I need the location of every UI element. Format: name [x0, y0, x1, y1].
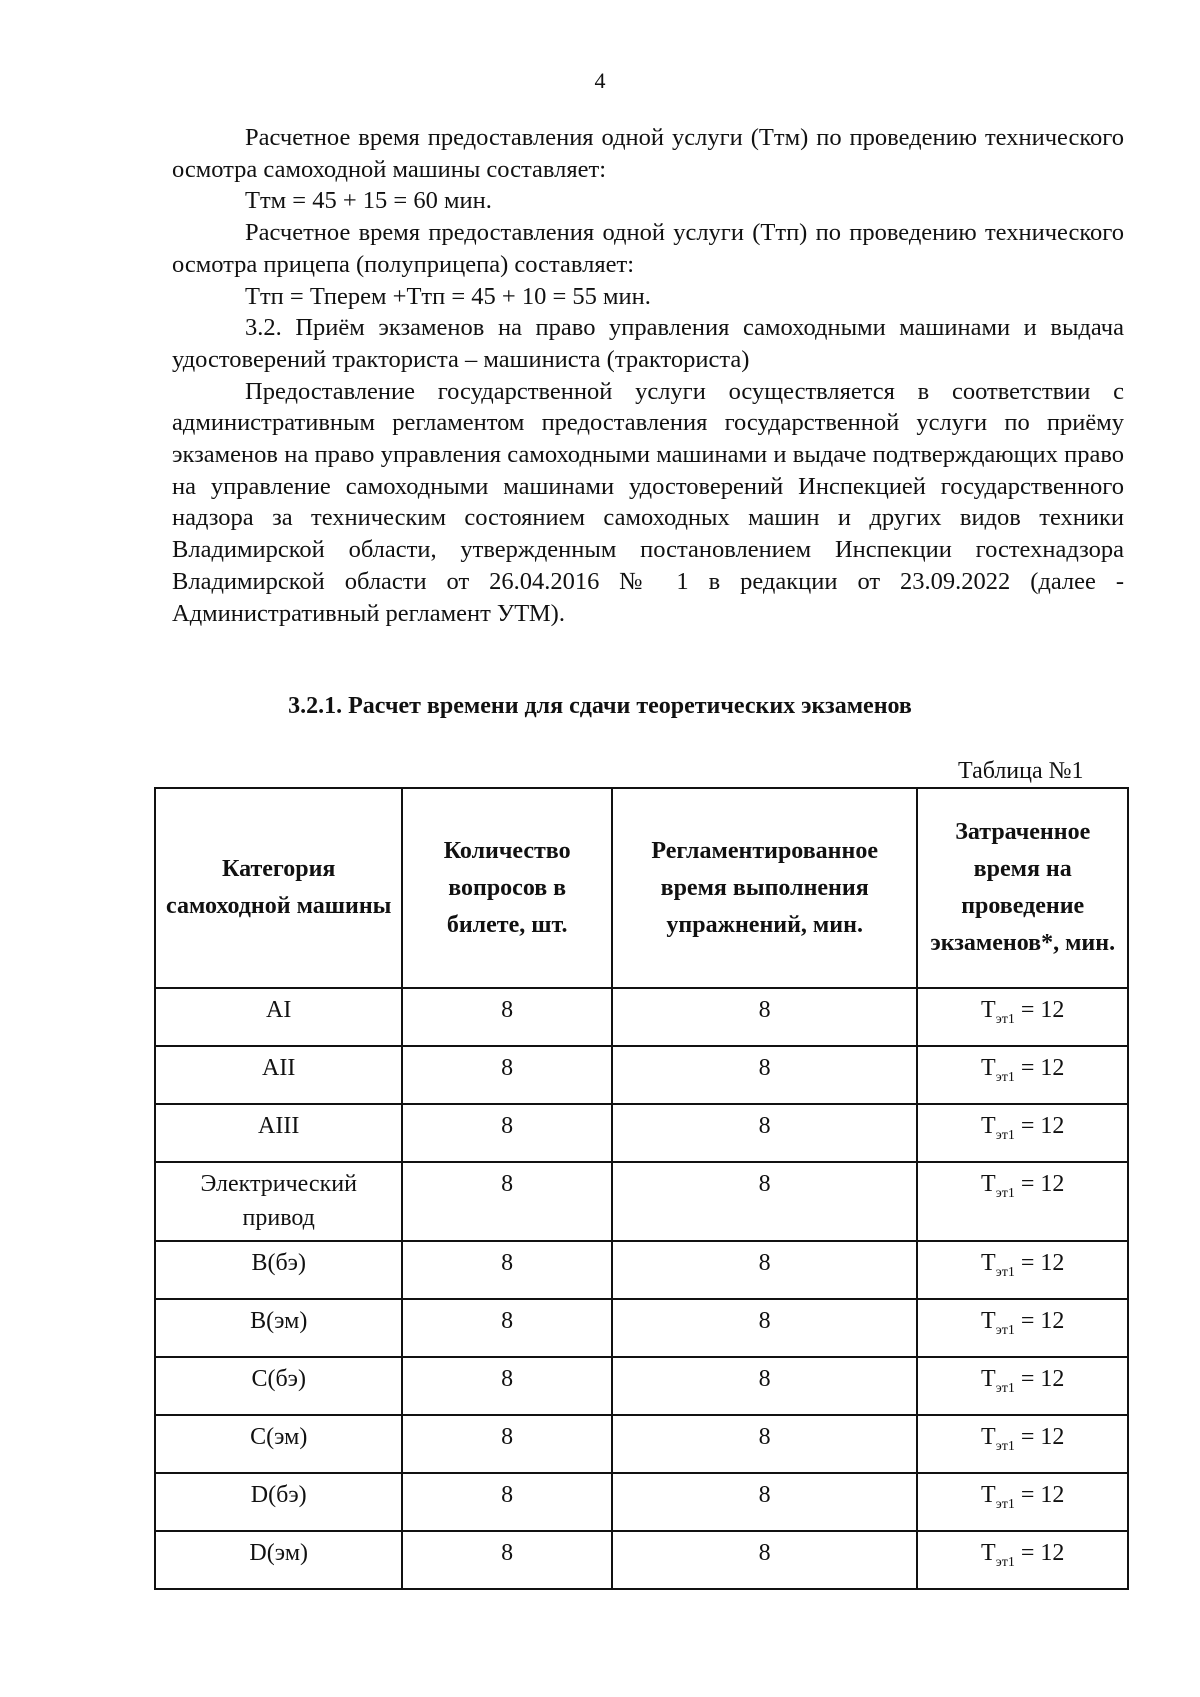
cell-category: D(эм) [155, 1531, 402, 1589]
header-spent-time: Затраченное время на проведение экзаменов*, мин. [917, 788, 1128, 988]
formula-ttm: Ттм = 45 + 15 = 60 мин. [245, 187, 492, 215]
cell-spent-time [917, 1104, 1128, 1162]
cell-questions: 8 [402, 1531, 611, 1589]
paragraph-regulation: Предоставление государственной услуги осуществляется в соответствии с административным регламентом предоставления государственной услуги по приёму экзаменов на право управления самоходными машинами и выдаче подтверждающих право на управление самоходными машинами удостоверений Инспекцией государственного надзора за техническим состоянием самоходных машин и других видов техники Владимирской области, утвержденным постановлением Инспекции гостехнадзора Владимирской области от 26.04.2016 № 1 в редакции от 23.09.2022 (далее - Административный регламент УТМ). [172, 377, 1124, 627]
time-value: = 12 [1014, 997, 1065, 1023]
cell-spent-time [917, 1415, 1128, 1473]
cell-category: AI [155, 988, 402, 1046]
time-subscript: эт1 [995, 1185, 1015, 1201]
time-subscript: эт1 [995, 1264, 1015, 1280]
cell-questions: 8 [402, 1046, 611, 1104]
time-value: = 12 [1014, 1113, 1065, 1139]
paragraph-service-time-trailer: Расчетное время предоставления одной услуги (Ттп) по проведению технического осмотра прицепа (полуприцепа) составляет: [172, 219, 1124, 278]
cell-category: В(эм) [155, 1299, 402, 1357]
time-value: = 12 [1014, 1366, 1065, 1392]
table-row [155, 1162, 1128, 1241]
time-subscript: эт1 [995, 1438, 1015, 1454]
cell-reg-time: 8 [612, 1415, 918, 1473]
time-symbol: Т [981, 1366, 996, 1392]
cell-category: D(бэ) [155, 1473, 402, 1531]
cell-reg-time: 8 [612, 1241, 918, 1299]
time-value: = 12 [1014, 1482, 1065, 1508]
cell-category: AIII [155, 1104, 402, 1162]
time-value: = 12 [1014, 1055, 1065, 1081]
exam-time-table [154, 787, 1129, 1590]
section-heading: 3.2.1. Расчет времени для сдачи теоретических экзаменов [288, 693, 912, 719]
cell-questions: 8 [402, 1473, 611, 1531]
time-symbol: Т [981, 1482, 996, 1508]
cell-reg-time: 8 [612, 1357, 918, 1415]
cell-spent-time [917, 1241, 1128, 1299]
time-subscript: эт1 [995, 1496, 1015, 1512]
table-row [155, 988, 1128, 1046]
cell-reg-time: 8 [612, 1473, 918, 1531]
time-symbol: Т [981, 1055, 996, 1081]
table-row [155, 1299, 1128, 1357]
table-row [155, 1046, 1128, 1104]
cell-questions: 8 [402, 1162, 611, 1241]
time-value: = 12 [1014, 1424, 1065, 1450]
header-questions: Количество вопросов в билете, шт. [402, 788, 611, 988]
cell-reg-time: 8 [612, 1104, 918, 1162]
table-caption: Таблица №1 [958, 758, 1084, 784]
table-row [155, 1104, 1128, 1162]
table-row [155, 1473, 1128, 1531]
time-subscript: эт1 [995, 1380, 1015, 1396]
table-row [155, 1241, 1128, 1299]
cell-questions: 8 [402, 1415, 611, 1473]
cell-spent-time [917, 1046, 1128, 1104]
time-subscript: эт1 [995, 1322, 1015, 1338]
time-symbol: Т [981, 1424, 996, 1450]
cell-category: В(бэ) [155, 1241, 402, 1299]
cell-spent-time [917, 1162, 1128, 1241]
table-row [155, 1531, 1128, 1589]
cell-reg-time: 8 [612, 1531, 918, 1589]
table-row [155, 1415, 1128, 1473]
time-value: = 12 [1014, 1250, 1065, 1276]
cell-category: С(эм) [155, 1415, 402, 1473]
cell-category: С(бэ) [155, 1357, 402, 1415]
cell-spent-time [917, 1299, 1128, 1357]
time-symbol: Т [981, 1540, 996, 1566]
body-text [172, 122, 1124, 629]
header-category: Категория самоходной машины [155, 788, 402, 988]
cell-reg-time: 8 [612, 1299, 918, 1357]
table-row [155, 1357, 1128, 1415]
cell-questions: 8 [402, 988, 611, 1046]
cell-category: Электрический привод [155, 1162, 402, 1241]
time-subscript: эт1 [995, 1069, 1015, 1085]
header-reg-time: Регламентированное время выполнения упражнений, мин. [612, 788, 918, 988]
cell-reg-time: 8 [612, 1162, 918, 1241]
cell-category: AII [155, 1046, 402, 1104]
cell-questions: 8 [402, 1241, 611, 1299]
table-header-row [155, 788, 1128, 988]
cell-questions: 8 [402, 1357, 611, 1415]
time-symbol: Т [981, 1308, 996, 1334]
formula-ttp: Ттп = Тперем +Ттп = 45 + 10 = 55 мин. [245, 282, 651, 310]
time-value: = 12 [1014, 1308, 1065, 1334]
cell-spent-time [917, 1531, 1128, 1589]
cell-spent-time [917, 1357, 1128, 1415]
cell-questions: 8 [402, 1104, 611, 1162]
paragraph-section-3-2: 3.2. Приём экзаменов на право управления самоходными машинами и выдача удостоверений тракториста – машиниста (тракториста) [172, 314, 1124, 373]
time-subscript: эт1 [995, 1127, 1015, 1143]
time-symbol: Т [981, 997, 996, 1023]
cell-reg-time: 8 [612, 1046, 918, 1104]
time-subscript: эт1 [995, 1011, 1015, 1027]
time-symbol: Т [981, 1113, 996, 1139]
cell-questions: 8 [402, 1299, 611, 1357]
time-symbol: Т [981, 1250, 996, 1276]
time-symbol: Т [981, 1171, 996, 1197]
time-value: = 12 [1014, 1171, 1065, 1197]
time-subscript: эт1 [995, 1554, 1015, 1570]
time-value: = 12 [1014, 1540, 1065, 1566]
page-number: 4 [594, 68, 606, 93]
cell-spent-time [917, 1473, 1128, 1531]
paragraph-service-time-machine: Расчетное время предоставления одной услуги (Ттм) по проведению технического осмотра самоходной машины составляет: [172, 124, 1124, 183]
cell-reg-time: 8 [612, 988, 918, 1046]
cell-spent-time [917, 988, 1128, 1046]
